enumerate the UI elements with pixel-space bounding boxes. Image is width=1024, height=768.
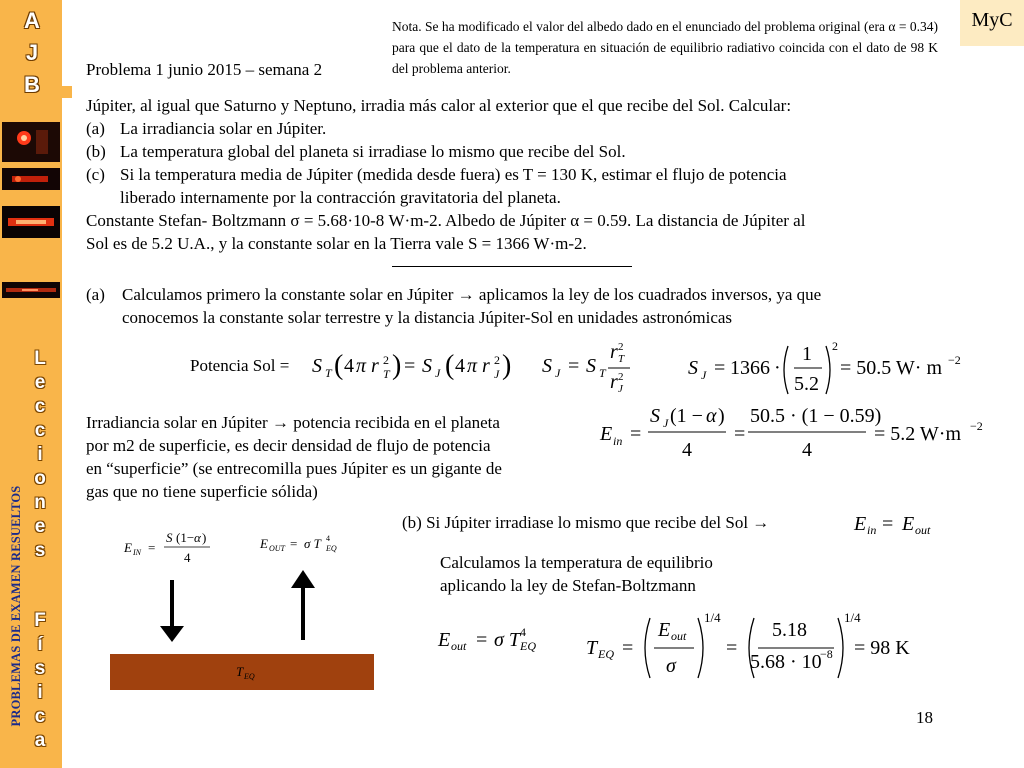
irradiancia-line: Irradiancia solar en Júpiter → potencia recibida en el planeta xyxy=(86,413,500,432)
sj-value: 1366 xyxy=(730,357,770,379)
svg-text:σ: σ xyxy=(666,655,676,677)
sidebar xyxy=(0,0,62,768)
sidebar-letter: c xyxy=(34,396,46,417)
svg-text:=: = xyxy=(148,540,156,555)
svg-text:): ) xyxy=(392,350,402,381)
svg-text:4: 4 xyxy=(455,355,465,377)
svg-text:−2: −2 xyxy=(948,353,961,367)
svg-text:T: T xyxy=(618,353,625,365)
constants-line-2: Sol es de 5.2 U.A., y la constante solar en la Tierra vale S = 1366 W·m-2. xyxy=(86,234,587,253)
svg-text:S: S xyxy=(312,355,322,377)
svg-text:EQ: EQ xyxy=(244,672,255,681)
question-label: (a) xyxy=(86,119,105,138)
svg-text:S: S xyxy=(650,405,660,427)
svg-text:4: 4 xyxy=(344,355,354,377)
svg-text:T: T xyxy=(383,367,390,381)
svg-text:E: E xyxy=(260,536,268,551)
logo-letter: A xyxy=(24,8,40,33)
svg-text:4: 4 xyxy=(520,625,526,639)
svg-text:1/4: 1/4 xyxy=(704,610,721,625)
ein-eout-equation xyxy=(852,508,952,538)
svg-text:EQ: EQ xyxy=(520,639,536,653)
svg-text:(: ( xyxy=(445,350,455,381)
svg-text:(: ( xyxy=(334,350,344,381)
svg-text:IN: IN xyxy=(133,548,141,557)
sidebar-letter: s xyxy=(34,540,46,561)
irradiancia-line: en “superficie” (se entrecomilla pues Júpiter es un gigante de xyxy=(86,459,502,478)
svg-text:T: T xyxy=(586,637,598,659)
svg-text:in: in xyxy=(613,434,623,448)
sidebar-letter: n xyxy=(34,492,46,513)
question-text: La irradiancia solar en Júpiter. xyxy=(120,119,327,138)
vertical-banner xyxy=(4,448,28,764)
part-a-line-1: Calculamos primero la constante solar en Júpiter → aplicamos la ley de los cuadrados inversos, ya que xyxy=(122,285,822,304)
svg-text:E: E xyxy=(854,513,867,535)
svg-text:J: J xyxy=(663,416,669,430)
question-a xyxy=(86,117,326,140)
svg-text:J: J xyxy=(494,367,500,381)
svg-text:π r: π r xyxy=(467,355,490,377)
sidebar-letter: i xyxy=(37,682,43,703)
sidebar-letter: F xyxy=(34,610,46,631)
note: Nota. Se ha modificado el valor del albedo dado en el enunciado del problema original (era α = 0.34) para que el dato de la temperatura en situación de equilibrio radiativo coincida con el dato de 98 K del problema anterior. xyxy=(392,19,938,76)
svg-text:EQ: EQ xyxy=(598,647,614,661)
svg-text:α: α xyxy=(706,405,717,427)
corner-label: MyC xyxy=(960,0,1024,46)
svg-text:S: S xyxy=(688,357,698,379)
svg-text:σ T: σ T xyxy=(304,536,321,551)
svg-text:π r: π r xyxy=(356,355,379,377)
constants-line-1: Constante Stefan- Boltzmann σ = 5.68·10-8 W·m-2. Albedo de Júpiter α = 0.59. La distancia de Júpiter al xyxy=(86,211,806,230)
svg-text:=: = xyxy=(714,357,726,379)
svg-text:2: 2 xyxy=(618,371,624,383)
svg-text:1/4: 1/4 xyxy=(844,610,861,625)
sidebar-letter: o xyxy=(34,468,46,489)
svg-text:in: in xyxy=(867,523,877,537)
svg-text:r: r xyxy=(610,371,618,393)
lab-photo-4 xyxy=(2,282,60,298)
part-a-label: (a) xyxy=(86,285,105,304)
question-text: La temperatura global del planeta si irradiase lo mismo que recibe del Sol. xyxy=(120,142,626,161)
ein-equation xyxy=(598,402,998,466)
svg-text:=: = xyxy=(476,629,488,651)
equilibrium-line: Calculamos la temperatura de equilibrio xyxy=(440,553,713,572)
sidebar-letter: i xyxy=(37,444,43,465)
svg-text:α: α xyxy=(194,530,201,545)
svg-text:4: 4 xyxy=(184,550,191,565)
svg-text:4: 4 xyxy=(326,534,330,543)
svg-text:): ) xyxy=(502,350,512,381)
teq-numerator: 5.18 xyxy=(772,619,807,641)
svg-text:r: r xyxy=(610,341,618,363)
radiation-balance-diagram xyxy=(110,522,380,690)
problem-title: Problema 1 junio 2015 – semana 2 xyxy=(86,60,323,79)
svg-text:T: T xyxy=(325,366,332,380)
svg-text:·: · xyxy=(774,357,781,379)
sidebar-tab xyxy=(62,86,72,98)
svg-text:E: E xyxy=(124,540,132,555)
svg-text:J: J xyxy=(618,383,623,395)
svg-text:2: 2 xyxy=(383,353,389,367)
banner-text: PROBLEMAS DE EXAMEN RESUELTOS xyxy=(9,485,23,727)
svg-text:S: S xyxy=(542,355,552,377)
sidebar-letter: c xyxy=(34,420,46,441)
svg-text:2: 2 xyxy=(618,341,624,353)
svg-text:=: = xyxy=(404,355,416,377)
sidebar-letter: a xyxy=(34,730,46,751)
svg-text:−8: −8 xyxy=(820,647,833,661)
svg-text:E: E xyxy=(902,513,915,535)
svg-text:S: S xyxy=(166,530,173,545)
potencia-label: Potencia Sol = xyxy=(190,356,290,375)
question-b xyxy=(86,140,626,163)
sidebar-letter: c xyxy=(34,706,46,727)
svg-text:−2: −2 xyxy=(970,419,983,433)
svg-text:): ) xyxy=(202,530,207,545)
part-a-line-2: conocemos la constante solar terrestre y la distancia Júpiter-Sol en unidades astronómicas xyxy=(122,308,733,327)
sidebar-letter: e xyxy=(34,516,46,537)
lab-photo-3 xyxy=(2,206,60,238)
svg-text:=: = xyxy=(568,355,580,377)
svg-text:=: = xyxy=(726,637,738,659)
question-text: liberado internamente por la contracción gravitatoria del planeta. xyxy=(120,188,561,207)
svg-text:(1−: (1− xyxy=(176,530,195,545)
svg-text:1: 1 xyxy=(802,343,812,365)
svg-text:EQ: EQ xyxy=(326,544,337,553)
sidebar-letter: L xyxy=(34,348,46,369)
svg-text:): ) xyxy=(718,405,725,427)
svg-text:E: E xyxy=(658,619,671,641)
svg-text:2: 2 xyxy=(832,340,838,353)
svg-text:T: T xyxy=(599,366,606,380)
svg-text:5.2: 5.2 xyxy=(794,373,819,395)
svg-text:=: = xyxy=(290,536,298,551)
svg-text:E: E xyxy=(600,423,613,445)
svg-text:=: = xyxy=(734,423,746,445)
irradiancia-text xyxy=(86,411,576,503)
svg-text:4: 4 xyxy=(682,439,692,461)
sidebar-letter: s xyxy=(34,658,46,679)
svg-text:=: = xyxy=(882,513,894,535)
inverse-square-equations xyxy=(300,340,1000,400)
svg-text:J: J xyxy=(555,366,561,380)
teq-equations xyxy=(436,604,976,684)
svg-text:σ T: σ T xyxy=(494,629,520,651)
teq-denominator: 5.68 · 10 xyxy=(750,651,822,673)
separator-line xyxy=(392,266,632,267)
question-c xyxy=(86,163,954,186)
equilibrium-text xyxy=(440,551,713,597)
statement: Júpiter, al igual que Saturno y Neptuno, irradia más calor al exterior que el que recibe del Sol. Calcular: xyxy=(86,96,792,115)
svg-text:out: out xyxy=(671,629,687,643)
svg-text:J: J xyxy=(435,366,441,380)
page-number: 18 xyxy=(916,708,933,727)
logo-letter: B xyxy=(24,72,40,97)
lab-photo-2 xyxy=(2,168,60,190)
irradiancia-line: gas que no tiene superficie sólida) xyxy=(86,482,318,501)
ein-denominator: 4 xyxy=(802,439,812,461)
ein-result: = 5.2 W·m xyxy=(874,423,962,445)
question-text: Si la temperatura media de Júpiter (medida desde fuera) es T = 130 K, estimar el flujo de potencia xyxy=(120,165,787,184)
question-c-cont xyxy=(86,186,561,209)
svg-text:S: S xyxy=(586,355,596,377)
svg-text:out: out xyxy=(451,639,467,653)
sidebar-letter: e xyxy=(34,372,46,393)
irradiancia-line: por m2 de superficie, es decir densidad de flujo de potencia xyxy=(86,436,491,455)
svg-text:=: = xyxy=(622,637,634,659)
equilibrium-line: aplicando la ley de Stefan-Boltzmann xyxy=(440,576,696,595)
svg-text:OUT: OUT xyxy=(269,544,286,553)
svg-text:2: 2 xyxy=(494,353,500,367)
svg-text:out: out xyxy=(915,523,931,537)
svg-text:E: E xyxy=(438,629,451,651)
sidebar-letter: í xyxy=(37,634,43,655)
svg-text:(1 −: (1 − xyxy=(670,405,703,427)
lab-photo-1 xyxy=(2,122,60,162)
ein-numerator: 50.5 · (1 − 0.59) xyxy=(750,405,882,427)
logo-letter: J xyxy=(25,40,39,65)
part-b-line: (b) Si Júpiter irradiase lo mismo que recibe del Sol → xyxy=(402,513,770,532)
sj-result: = 50.5 W· m xyxy=(840,357,943,379)
teq-result: = 98 K xyxy=(854,637,910,659)
svg-text:T: T xyxy=(236,664,244,679)
svg-text:J: J xyxy=(701,368,707,382)
question-label: (c) xyxy=(86,165,105,184)
question-label: (b) xyxy=(86,142,106,161)
svg-text:=: = xyxy=(630,423,642,445)
svg-text:S: S xyxy=(422,355,432,377)
